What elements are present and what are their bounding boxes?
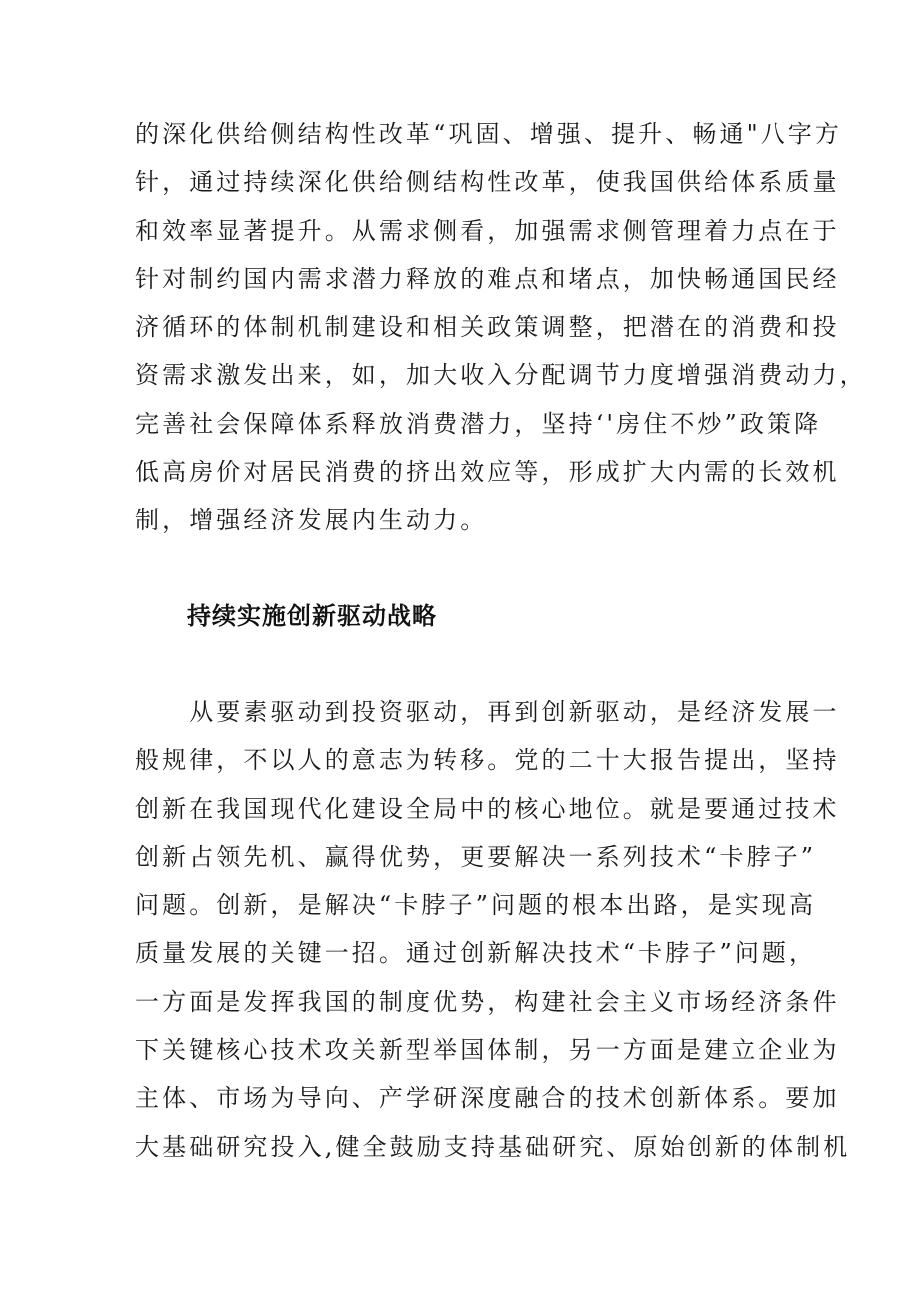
text-line: 创新占领先机、赢得优势，更要解决一系列技术“卡脖子” (135, 842, 817, 871)
text-line: 济循环的体制机制建设和相关政策调整，把潜在的消费和投 (135, 313, 840, 342)
text-line: 下关键核心技术攻关新型举国体制，另一方面是建立企业为 (135, 1036, 840, 1065)
text-line: 低高房价对居民消费的挤出效应等，形成扩大内需的长效机 (135, 458, 840, 487)
text-line: 资需求激发出来，如，加大收入分配调节力度增强消费动力， (135, 361, 867, 390)
text-line: 的深化供给侧结构性改革“巩固、增强、提升、畅通"八字方 (135, 120, 843, 148)
text-line: 从要素驱动到投资驱动，再到创新驱动，是经济发展一 (135, 698, 840, 726)
text-line: 般规律，不以人的意志为转移。党的二十大报告提出，坚持 (135, 746, 840, 775)
text-line: 创新在我国现代化建设全局中的核心地位。就是要通过技术 (135, 794, 840, 823)
text-line: 针对制约国内需求潜力释放的难点和堵点，加快畅通国民经 (135, 264, 840, 293)
body-paragraph-2 (135, 688, 851, 1171)
text-line: 制，增强经济发展内生动力。 (135, 506, 488, 535)
text-line: 针，通过持续深化供给侧结构性改革，使我国供给体系质量 (135, 168, 840, 197)
text-line: 大基础研究投入,健全鼓励支持基础研究、原始创新的体制机 (135, 1132, 851, 1161)
text-line: 主体、市场为导向、产学研深度融合的技术创新体系。要加 (135, 1084, 840, 1113)
text-line: 一方面是发挥我国的制度优势，构建社会主义市场经济条件 (135, 987, 840, 1016)
text-line: 质量发展的关键一招。通过创新解决技术“卡脖子”问题， (135, 939, 817, 968)
text-line: 和效率显著提升。从需求侧看，加强需求侧管理着力点在于 (135, 216, 840, 245)
body-paragraph-1 (135, 110, 867, 545)
text-line: 完善社会保障体系释放消费潜力，坚持‘'房住不炒”政策降 (135, 409, 822, 438)
text-line: 问题。创新，是解决“卡脖子”问题的根本出路，是实现高 (135, 891, 817, 920)
section-heading: 持续实施创新驱动战略 (187, 602, 437, 630)
